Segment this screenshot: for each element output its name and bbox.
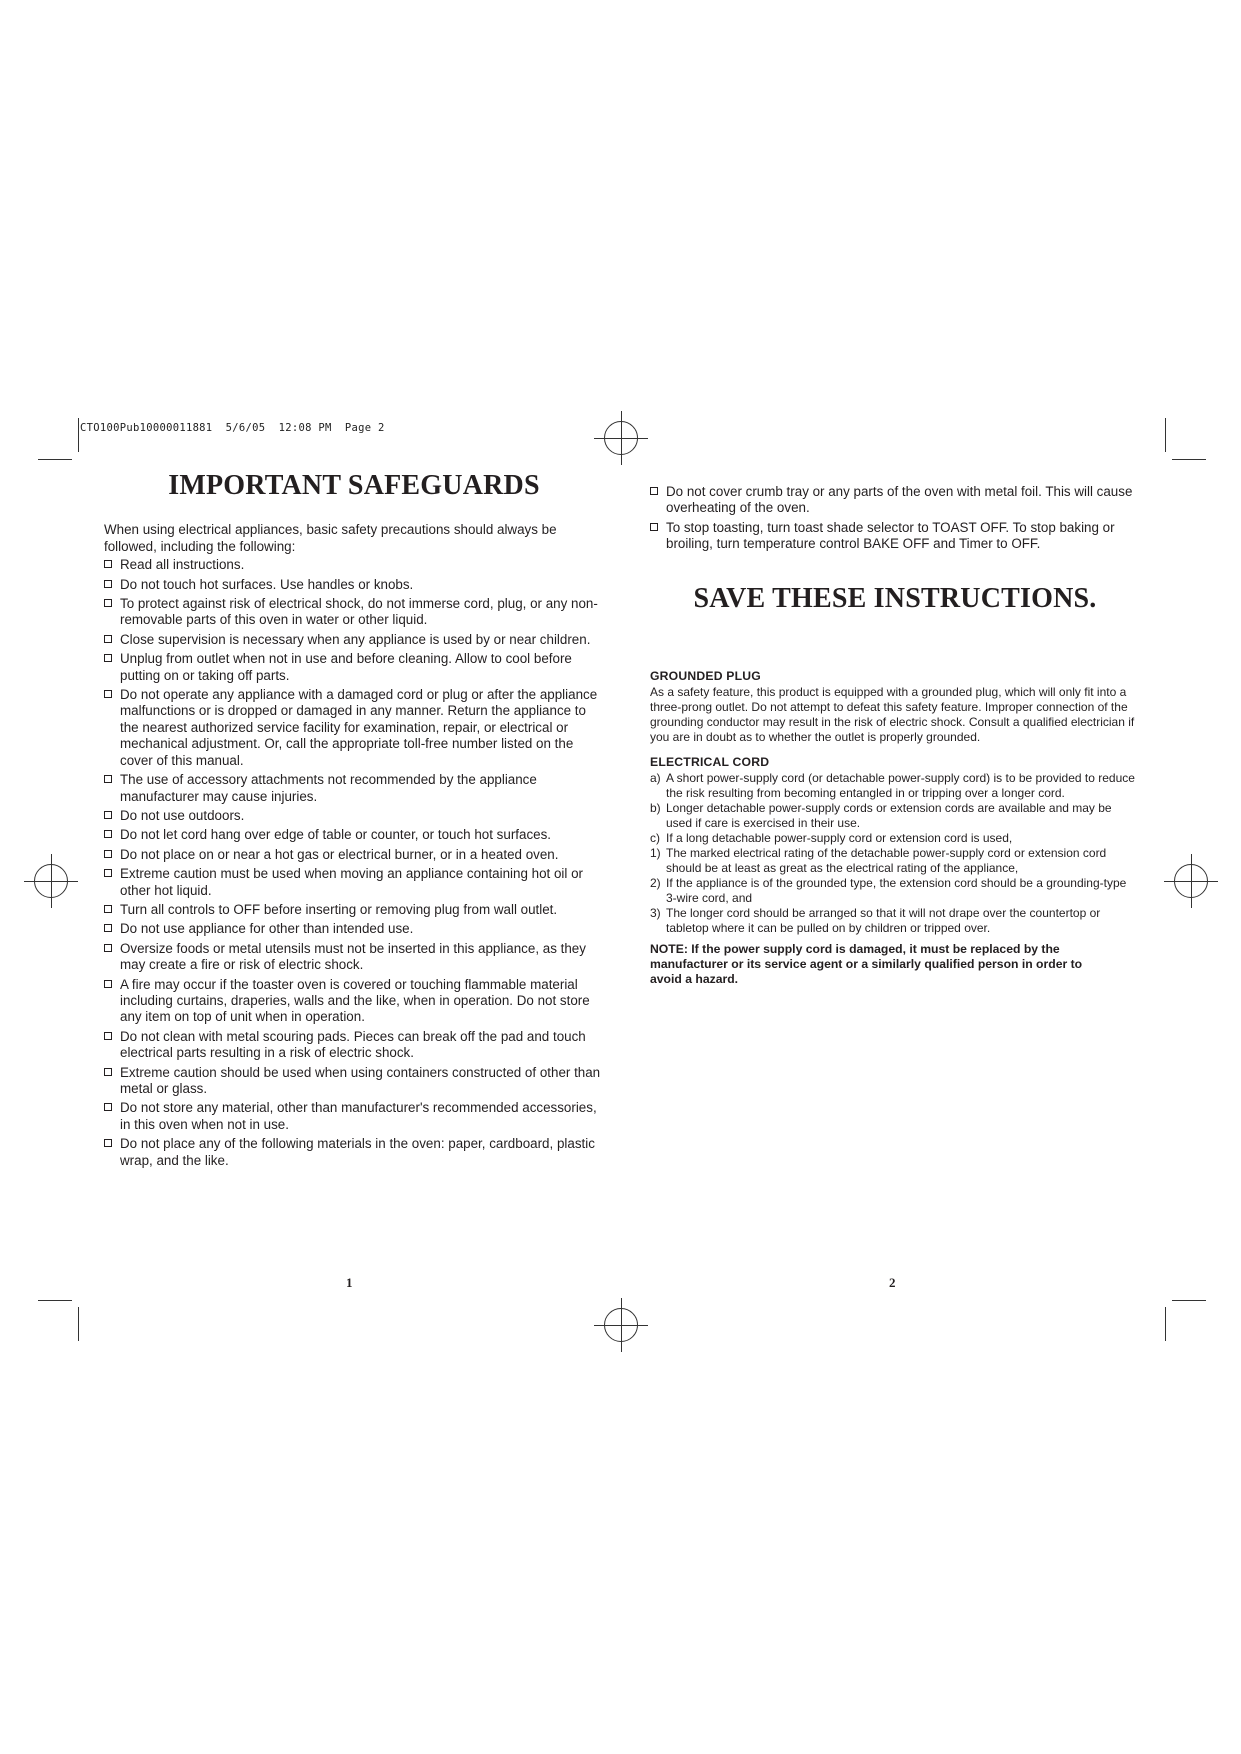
list-item xyxy=(104,596,604,629)
list-item-label: a) xyxy=(650,771,661,786)
section-text: As a safety feature, this product is equipped with a grounded plug, which will only fit into a three-prong outlet. Do not attempt to defeat this safety feature. Improper connection of the grounding conductor may result in the risk of electric shock. Consult a qualified electrician if you are in doubt as to whether the outlet is properly grounded. xyxy=(650,685,1135,745)
checkbox-bullet-icon xyxy=(104,850,112,858)
list-item xyxy=(104,557,604,573)
safeguards-list-continued xyxy=(650,484,1140,553)
list-item xyxy=(104,1029,604,1062)
list-item-text: Turn all controls to OFF before inserting or removing plug from wall outlet. xyxy=(120,901,558,917)
registration-mark-top xyxy=(604,421,638,455)
list-item-text: Do not use outdoors. xyxy=(120,807,245,823)
crop-mark xyxy=(1172,1300,1206,1301)
checkbox-bullet-icon xyxy=(104,830,112,838)
page-title: IMPORTANT SAFEGUARDS xyxy=(168,470,540,501)
list-item-text: Read all instructions. xyxy=(120,557,245,573)
checkbox-bullet-icon xyxy=(104,775,112,783)
list-item-label: c) xyxy=(650,831,660,846)
list-item xyxy=(104,577,604,593)
page-number-right: 2 xyxy=(889,1275,896,1290)
list-item-text: Extreme caution should be used when using containers constructed of other than metal or glass. xyxy=(120,1064,601,1096)
crop-mark xyxy=(1172,459,1206,460)
cord-list-item xyxy=(650,876,1140,906)
list-item-text: Longer detachable power-supply cords or extension cords are available and may be used if care is exercised in their use. xyxy=(666,801,1112,831)
list-item xyxy=(104,808,604,824)
checkbox-bullet-icon xyxy=(104,811,112,819)
print-slug-line: CTO100Pub10000011881 5/6/05 12:08 PM Page 2 xyxy=(80,422,385,434)
list-item-text: The marked electrical rating of the detachable power-supply cord or extension cord should be at least as great as the electrical rating of the appliance, xyxy=(666,846,1107,876)
list-item xyxy=(104,1136,604,1169)
list-item-text: The use of accessory attachments not recommended by the appliance manufacturer may cause injuries. xyxy=(120,772,537,804)
list-item xyxy=(104,941,604,974)
list-item-text: If a long detachable power-supply cord or extension cord is used, xyxy=(666,831,1013,846)
list-item-text: If the appliance is of the grounded type, the extension cord should be a grounding-type 3-wire cord, and xyxy=(666,876,1127,906)
list-item-text: Unplug from outlet when not in use and before cleaning. Allow to cool before putting on or taking off parts. xyxy=(120,651,572,683)
crop-mark xyxy=(78,1307,79,1341)
list-item-text: Do not use appliance for other than intended use. xyxy=(120,921,414,937)
list-item xyxy=(104,632,604,648)
cord-list-item xyxy=(650,831,1140,846)
list-item-text: Do not cover crumb tray or any parts of the oven with metal foil. This will cause overheating of the oven. xyxy=(666,484,1133,516)
intro-text: When using electrical appliances, basic safety precautions should always be followed, including the following: xyxy=(104,522,557,554)
list-item-label: 1) xyxy=(650,846,661,861)
checkbox-bullet-icon xyxy=(104,924,112,932)
checkbox-bullet-icon xyxy=(104,1032,112,1040)
list-item-text: A short power-supply cord (or detachable power-supply cord) is to be provided to reduce the risk resulting from becoming entangled in or tripping over a longer cord. xyxy=(666,771,1135,801)
list-item-text: The longer cord should be arranged so that it will not drape over the countertop or tabletop where it can be pulled on by children or tripped over. xyxy=(666,906,1101,936)
registration-mark-bottom xyxy=(604,1308,638,1342)
list-item-text: Do not place on or near a hot gas or electrical burner, or in a heated oven. xyxy=(120,846,559,862)
checkbox-bullet-icon xyxy=(104,599,112,607)
crop-mark xyxy=(38,459,72,460)
list-item-text: Extreme caution must be used when moving an appliance containing hot oil or other hot liquid. xyxy=(120,866,583,898)
section-heading: ELECTRICAL CORD xyxy=(650,755,770,770)
list-item-text: To protect against risk of electrical shock, do not immerse cord, plug, or any non-removable parts of this oven in water or other liquid. xyxy=(120,596,598,628)
list-item xyxy=(104,772,604,805)
list-item xyxy=(104,1100,604,1133)
list-item-text: Do not place any of the following materials in the oven: paper, cardboard, plastic wrap, and the like. xyxy=(120,1136,595,1168)
left-page xyxy=(104,470,604,1172)
checkbox-bullet-icon xyxy=(104,635,112,643)
right-page xyxy=(650,484,1140,997)
note-text: NOTE: If the power supply cord is damaged, it must be replaced by the manufacturer or its service agent or a similarly qualified person in order to avoid a hazard. xyxy=(650,942,1083,987)
page-number-left: 1 xyxy=(346,1275,353,1290)
list-item-label: 2) xyxy=(650,876,661,891)
registration-mark-left xyxy=(34,864,68,898)
checkbox-bullet-icon xyxy=(104,654,112,662)
list-item xyxy=(104,977,604,1026)
crop-mark xyxy=(1165,1307,1166,1341)
list-item-text: Oversize foods or metal utensils must not be inserted in this appliance, as they may create a fire or risk of electric shock. xyxy=(120,940,586,973)
list-item xyxy=(104,651,604,684)
section-heading: GROUNDED PLUG xyxy=(650,669,761,684)
checkbox-bullet-icon xyxy=(104,580,112,588)
list-item xyxy=(104,921,604,937)
list-item-label: b) xyxy=(650,801,661,816)
checkbox-bullet-icon xyxy=(104,1139,112,1147)
list-item xyxy=(104,1065,604,1098)
safeguards-list xyxy=(104,557,604,1169)
list-item xyxy=(104,687,604,769)
checkbox-bullet-icon xyxy=(104,944,112,952)
list-item-text: Do not clean with metal scouring pads. Pieces can break off the pad and touch electrical parts resulting in a risk of electric shock. xyxy=(120,1028,586,1061)
checkbox-bullet-icon xyxy=(104,1103,112,1111)
list-item xyxy=(104,902,604,918)
list-item xyxy=(104,847,604,863)
crop-mark xyxy=(78,418,79,452)
list-item-text: Close supervision is necessary when any appliance is used by or near children. xyxy=(120,631,591,647)
checkbox-bullet-icon xyxy=(104,980,112,988)
list-item-label: 3) xyxy=(650,906,661,921)
list-item xyxy=(650,484,1140,517)
list-item xyxy=(104,827,604,843)
list-item-text: Do not let cord hang over edge of table or counter, or touch hot surfaces. xyxy=(120,827,551,843)
checkbox-bullet-icon xyxy=(650,523,658,531)
cord-list-item xyxy=(650,771,1140,801)
list-item-text: Do not touch hot surfaces. Use handles or knobs. xyxy=(120,576,414,592)
checkbox-bullet-icon xyxy=(104,690,112,698)
cord-list xyxy=(650,771,1140,936)
electrical-cord-section xyxy=(650,755,1140,987)
checkbox-bullet-icon xyxy=(104,905,112,913)
grounded-plug-section xyxy=(650,669,1140,745)
cord-list-item xyxy=(650,906,1140,936)
list-item-text: A fire may occur if the toaster oven is covered or touching flammable material including curtains, draperies, walls and the like, when in operation. Do not store any item on top of unit when in operation. xyxy=(120,976,590,1025)
list-item xyxy=(650,520,1140,553)
checkbox-bullet-icon xyxy=(104,869,112,877)
checkbox-bullet-icon xyxy=(650,487,658,495)
list-item xyxy=(104,866,604,899)
save-instructions-title: SAVE THESE INSTRUCTIONS. xyxy=(693,582,1097,614)
crop-mark xyxy=(1165,418,1166,452)
cord-list-item xyxy=(650,801,1140,831)
list-item-text: Do not store any material, other than manufacturer's recommended accessories, in this oven when not in use. xyxy=(120,1100,597,1132)
checkbox-bullet-icon xyxy=(104,1068,112,1076)
crop-mark xyxy=(38,1300,72,1301)
checkbox-bullet-icon xyxy=(104,560,112,568)
registration-mark-right xyxy=(1174,864,1208,898)
cord-list-item xyxy=(650,846,1140,876)
list-item-text: Do not operate any appliance with a damaged cord or plug or after the appliance malfunctions or is dropped or damaged in any manner. Return the appliance to the nearest authorized service facility for examination, repair, or electrical or mechanical adjustment. Or, call the appropriate toll-free number listed on the cover of this manual. xyxy=(120,687,598,768)
list-item-text: To stop toasting, turn toast shade selector to TOAST OFF. To stop baking or broiling, turn temperature control BAKE OFF and Timer to OFF. xyxy=(666,519,1115,552)
